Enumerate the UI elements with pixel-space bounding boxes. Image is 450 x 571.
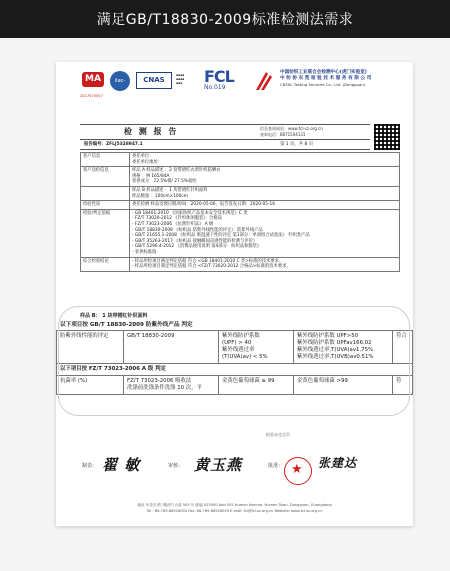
report-info-table	[80, 152, 400, 272]
row-label: 综合检验结论	[81, 257, 130, 271]
row-content	[130, 153, 400, 167]
report-phone: 查询电话：8871504131	[260, 132, 306, 137]
report-web: 信息查询网站：www.fcl-sz.org.cn	[260, 126, 323, 131]
fcl-text: FCL	[204, 67, 234, 86]
table-row	[57, 331, 413, 364]
signature-area	[56, 450, 413, 500]
table-row	[81, 257, 400, 271]
follow-note: 检验未完全页	[266, 432, 290, 437]
small-seal-icon: ▪▪▪▪ ▪▪▪▪ ▪▪▪	[176, 73, 185, 85]
uv-method: GB/T 18830-2009	[124, 331, 219, 364]
row-label: 客户送检信息	[81, 167, 130, 187]
ma-logo-icon: MA	[82, 72, 104, 87]
row-line: - GB 18401-2010 《国家纺织产品基本安全技术规范》C 类	[132, 210, 248, 216]
signer-label-1: 制表：	[82, 463, 98, 469]
signer-label-3: 批准：	[268, 463, 284, 469]
fcl-number: No.019	[204, 84, 226, 91]
sample-b-section	[56, 312, 413, 330]
section-b-title: 样品 B： 1 块带褶红针织面料	[80, 313, 148, 319]
signature-2: 黄玉燕	[194, 456, 243, 474]
row-content	[130, 186, 400, 200]
result-line: 紫外线透过率,T(UVA)av1.75%	[297, 347, 374, 353]
cert-number: 2017070057	[80, 94, 103, 98]
org-line-1: 中国纺织工业联合会检测中心(虎门实验室)	[280, 70, 367, 75]
row-line: - 样品所检项目满足判定依据 符合 <GB 18401-2010 C 类>标准的技术要求。	[132, 258, 284, 264]
fcl-logo-icon	[204, 67, 250, 97]
banner-title: 满足GB/T18830-2009标准检测法需求	[96, 12, 354, 28]
cnas-logo-icon: CNAS	[136, 72, 172, 89]
row-line: - GB/T 35263-2017 《纺织品 接触瞬间凉感性能的检测与评价》	[132, 238, 258, 244]
row-line: - FZ/T 73020-2012 《针织休闲服装》 合格品	[132, 216, 222, 222]
req-line: 紫外线防护系数	[222, 333, 260, 339]
row-label	[81, 186, 130, 200]
req-line: 紫外线透过率	[222, 347, 255, 353]
row-line: - GB/T 5296.4-2012 《消费品使用说明 第4部分：纺织品和服装》	[132, 244, 262, 250]
row-content	[130, 209, 400, 257]
lab-organization	[280, 70, 408, 104]
method-line: 洗涤前洗涤条件洗涤 10 次，平	[127, 385, 202, 391]
row-line: 委托单位地址：	[132, 159, 163, 165]
row-line: - GB/T 18830-2009 《纺织品 防紫外线性能的评定》 防紫外线产品	[132, 227, 263, 233]
row-label: 检验/判定依据	[81, 209, 130, 257]
swoosh-logo-icon	[254, 70, 276, 92]
table-row	[57, 376, 413, 395]
row-line: 客供成分：72.5%棉/ 27.5%氨纶	[132, 179, 197, 185]
method-line: FZ/T 73023-2006 吸收法	[127, 378, 192, 384]
table-row	[57, 364, 413, 376]
ilac-mra-logo-icon: ilac-MRA	[110, 71, 130, 91]
footer-address: 地址 东莞市虎门镇虎门大道 505 号 邮编 523900 Add 505 Humen Avenue, Humen Town, Dongguan, Guangdong	[137, 503, 332, 507]
row-content	[130, 257, 400, 271]
report-header	[80, 124, 370, 140]
report-contact	[260, 126, 323, 138]
uv-result-table	[56, 330, 413, 395]
row-line: - FZ/T 73023-2006 《抗菌针织品》 A 级	[132, 221, 214, 227]
top-banner	[0, 0, 450, 38]
footer-contact: Tel : 86-769-86926000 Fax: 86-769-86926050 E-mail: fcl@fcl-sz.org.cn Website: www.fcl-sz.org.cn	[146, 509, 323, 513]
row-content: 委托检测 样品受理日期/时间：2020-05-06，报告签发日期：2020-05-16	[130, 201, 400, 210]
report-number: 报告编号：ZFLJ5328947.1	[84, 142, 143, 147]
section-b-sub2: 以下项目按 FZ/T 73023-2006 A 级 判定	[57, 364, 413, 376]
result-line: 紫外线防护系数 UPF>50	[297, 333, 359, 339]
ab-verdict: 符	[393, 376, 413, 395]
table-row	[81, 167, 400, 187]
row-line: - 样品所检项目满足判定依据 符合 <FZ/T 73020-2012 合格品>标准的技术要求。	[132, 264, 291, 270]
report-footer	[56, 502, 413, 524]
table-row	[81, 201, 400, 210]
test-report-document	[56, 62, 413, 526]
row-line: 委托单位：	[132, 154, 154, 159]
certification-logos	[56, 62, 413, 124]
ab-requirement: 金黄色葡萄球菌 ≥ 99	[219, 376, 294, 395]
uv-item: 防紫外线性能的评定	[57, 331, 124, 364]
row-line: 样品数量 ：100cm×100cm	[132, 193, 188, 199]
ab-item: 抗菌率 (%)	[57, 376, 124, 395]
row-content	[130, 167, 400, 187]
signer-label-2: 审核：	[168, 463, 184, 469]
ab-result: 金黄色葡萄球菌 >99	[294, 376, 393, 395]
signature-1: 翟 敏	[102, 456, 141, 474]
report-subheader	[80, 140, 370, 150]
org-line-2: 中 纺 协 东 莞 检 验 技 术 服 务 有 限 公 司	[280, 76, 372, 81]
ab-method	[124, 376, 219, 395]
row-line: 样品 B 样品描述 ：1 块带褶红针织面料	[132, 187, 208, 193]
table-row	[81, 153, 400, 167]
req-line: (T(UVA)av) < 5%	[222, 354, 268, 360]
signature-3: 张建达	[318, 456, 358, 470]
uv-result	[294, 331, 393, 364]
org-line-3: CNTAC Testing Services Co., Ltd. (Dongguan)	[280, 82, 366, 87]
row-label: 客户信息	[81, 153, 130, 167]
official-stamp-icon: ★	[284, 457, 312, 485]
uv-verdict: 符合	[393, 331, 413, 364]
table-row	[81, 186, 400, 200]
row-line: 样品 A 样品描述 ：2 份带褶红衣黄针织防晒衣	[132, 168, 221, 174]
result-line: 紫外线透过率,T(UVB)av0.51%	[297, 354, 374, 360]
row-line: - GB/T 21655.1-2008 《纺织品 吸湿速干性的评定 第1部分：单项组合试验法》 针织类产品	[132, 233, 310, 239]
uv-requirement	[219, 331, 294, 364]
row-label: 检验性质	[81, 201, 130, 210]
qr-code-icon	[374, 124, 400, 150]
row-line: 规格 ：M 165/84A	[132, 173, 170, 179]
report-page: 第 1 页，共 8 页	[280, 142, 314, 147]
result-line: 紫外线防护系数 UPFav166.02	[297, 340, 372, 346]
section-b-sub1: 以下项目按 GB/T 18830-2009 防紫外线产品 判定	[60, 322, 193, 328]
report-title: 检 测 报 告	[124, 126, 179, 136]
req-line: (UPF) > 40	[222, 340, 252, 346]
table-row	[81, 209, 400, 257]
row-line: - 客供标准值	[132, 249, 157, 255]
